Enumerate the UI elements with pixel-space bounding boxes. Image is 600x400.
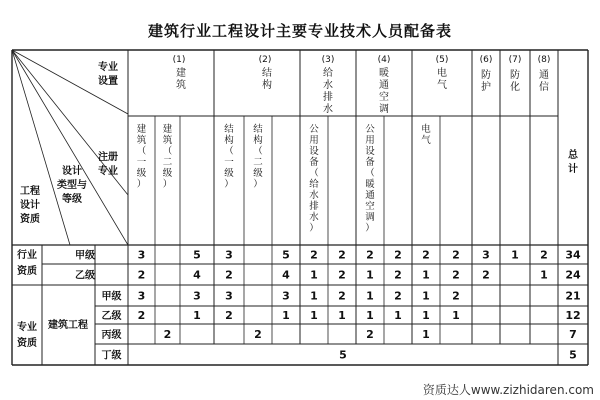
total-value: 24: [565, 268, 581, 282]
corner-label-type: 设计: [62, 166, 82, 177]
grade-label: 乙级: [101, 311, 122, 322]
cell-value: 1: [422, 289, 430, 303]
cell-value: 2: [540, 248, 548, 262]
specialty-name: 防化: [510, 70, 520, 93]
corner-label-qualification: 资质: [20, 214, 40, 225]
cell-value: 3: [482, 248, 490, 262]
cell-value: 1: [452, 309, 460, 322]
cell-value: 5: [282, 248, 290, 262]
corner-label-specialty: 专业: [98, 62, 118, 73]
group-label-building: 建筑工程: [48, 320, 88, 331]
registered-specialty: 结构（二级）: [253, 124, 263, 190]
cell-value: 1: [310, 289, 318, 303]
cell-value: 2: [394, 248, 402, 262]
corner-label-specialty: 设置: [98, 76, 118, 87]
corner-label-qualification: 设计: [20, 200, 40, 211]
table-text: [17, 55, 581, 362]
grade-label: 甲级: [101, 291, 122, 303]
table-grid: [12, 50, 588, 365]
cell-value: 5: [193, 248, 201, 262]
cell-value: 1: [366, 309, 374, 322]
specialty-number: (4): [377, 55, 391, 65]
total-value: 12: [565, 309, 581, 322]
cell-value: 1: [193, 309, 201, 322]
corner-label-type: 等级: [62, 194, 82, 205]
specialty-number: (2): [258, 55, 272, 65]
cell-value: 3: [225, 248, 233, 262]
specialty-name: 防护: [481, 70, 491, 93]
cell-value: 4: [282, 268, 290, 282]
corner-label-qualification: 工程: [20, 186, 40, 197]
cell-value: 2: [225, 309, 233, 322]
cell-value: 2: [163, 328, 172, 341]
cell-value: 2: [137, 268, 146, 282]
cell-value: 1: [310, 268, 318, 282]
specialty-number: (7): [508, 55, 522, 65]
cell-value: 2: [366, 248, 374, 262]
cell-value: 1: [394, 309, 402, 322]
cell-value: 2: [338, 248, 346, 262]
cell-value: 1: [540, 268, 548, 282]
group-label-industry: 行业: [17, 250, 37, 261]
group-label-professional: 专业: [17, 322, 37, 333]
merged-value: 5: [339, 348, 347, 362]
page-title: 建筑行业工程设计主要专业技术人员配备表: [147, 22, 452, 40]
specialty-name: 通信: [539, 70, 549, 93]
registered-specialty: 公用设备（给水排水）: [309, 124, 319, 234]
total-header: 总计: [568, 150, 578, 175]
specialty-name: 建筑: [176, 68, 186, 91]
specialty-number: (1): [172, 55, 186, 65]
cell-value: 2: [422, 248, 430, 262]
cell-value: 3: [137, 289, 146, 303]
cell-value: 1: [511, 248, 519, 262]
cell-value: 2: [452, 268, 460, 282]
cell-value: 3: [225, 289, 233, 303]
specialty-number: (5): [435, 55, 449, 65]
group-label-industry: 资质: [17, 266, 37, 277]
registered-specialty: 电气: [421, 124, 431, 146]
registered-specialty: 结构（一级）: [224, 124, 234, 190]
corner-label-registered: 专业: [98, 166, 118, 177]
cell-value: 2: [482, 268, 490, 282]
cell-value: 2: [366, 328, 374, 341]
total-value: 34: [565, 248, 581, 262]
specialty-name: 给水排水: [323, 68, 333, 115]
specialty-name: 暖通空调: [379, 68, 389, 115]
group-label-professional: 资质: [17, 338, 37, 349]
cell-value: 2: [452, 289, 460, 303]
cell-value: 3: [193, 289, 201, 303]
grade-label: 乙级: [75, 270, 95, 282]
specialty-number: (6): [479, 55, 493, 65]
cell-value: 1: [310, 309, 318, 322]
total-value: 21: [565, 289, 581, 303]
cell-value: 1: [422, 309, 430, 322]
cell-value: 2: [137, 309, 146, 322]
cell-value: 3: [137, 248, 146, 262]
cell-value: 4: [193, 268, 201, 282]
cell-value: 1: [282, 309, 290, 322]
cell-value: 2: [394, 268, 402, 282]
grade-label: 丁级: [101, 350, 122, 362]
grade-label: 丙级: [101, 330, 122, 341]
registered-specialty: 公用设备（暖通空调）: [365, 124, 375, 234]
specialty-number: (3): [321, 55, 335, 65]
cell-value: 1: [422, 268, 430, 282]
watermark: 资质达人www.zizhidaren.com: [422, 383, 594, 397]
corner-label-type: 类型与: [57, 180, 87, 191]
registered-specialty: 建筑（一级）: [136, 124, 147, 190]
cell-value: 2: [338, 289, 346, 303]
cell-value: 2: [338, 268, 346, 282]
cell-value: 1: [338, 309, 346, 322]
cell-value: 2: [394, 289, 402, 303]
total-value: 7: [569, 328, 577, 341]
cell-value: 2: [310, 248, 318, 262]
cell-value: 3: [282, 289, 290, 303]
cell-value: 2: [452, 248, 460, 262]
specialty-name: 电气: [437, 68, 447, 91]
total-value: 5: [569, 348, 577, 362]
cell-value: 2: [225, 268, 233, 282]
cell-value: 1: [366, 289, 374, 303]
specialty-number: (8): [537, 55, 551, 65]
cell-value: 1: [366, 268, 374, 282]
specialty-name: 结构: [262, 68, 272, 91]
grade-label: 甲级: [75, 250, 95, 262]
corner-label-registered: 注册: [98, 152, 118, 163]
cell-value: 2: [254, 328, 262, 341]
registered-specialty: 建筑（二级）: [162, 124, 173, 190]
cell-value: 1: [422, 328, 430, 341]
